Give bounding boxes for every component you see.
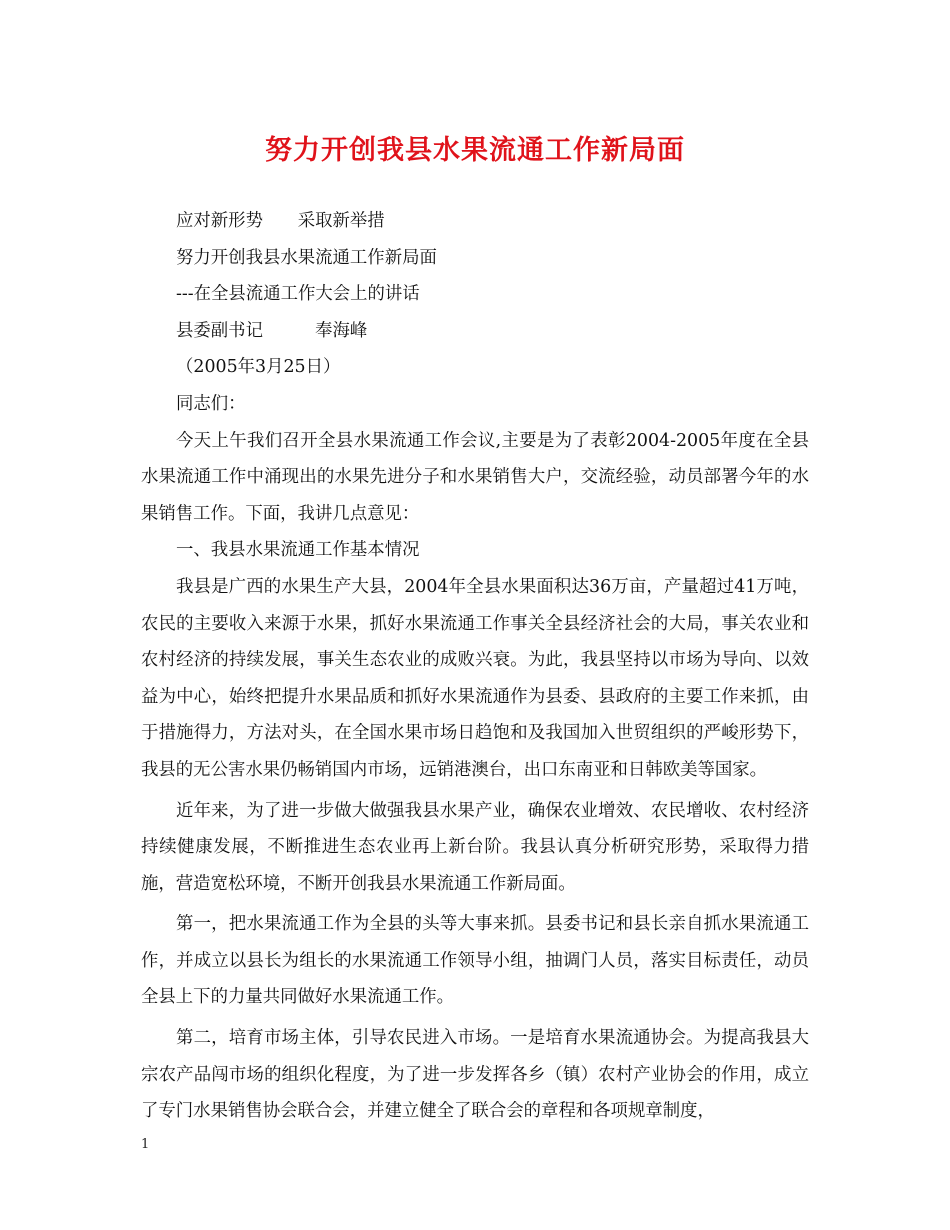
body-paragraph: 第二，培育市场主体，引导农民进入市场。一是培育水果流通协会。为提高我县大宗农产品闯市场的组织化程度，为了进一步发挥各乡（镇）农村产业协会的作用，成立了专门水果销售协会联合会，并建立健全了联合会的章程和各项规章制度， — [141, 1028, 809, 1122]
document-title: 努力开创我县水果流通工作新局面 — [265, 135, 685, 166]
salutation: 同志们： — [176, 393, 246, 414]
body-paragraph: 今天上午我们召开全县水果流通工作会议,主要是为了表彰2004-2005年度在全县水果流通工作中涌现出的水果先进分子和水果销售大户，交流经验，动员部署今年的水果销售工作。下面，我讲几点意见： — [141, 430, 809, 524]
subtitle-line-1: 应对新形势 采取新举措 — [176, 211, 385, 231]
speech-context-line: ---在全县流通工作大会上的讲话 — [176, 284, 420, 305]
section-heading: 一、我县水果流通工作基本情况 — [176, 540, 420, 561]
body-paragraph: 第一，把水果流通工作为全县的头等大事来抓。县委书记和县长亲自抓水果流通工作，并成立以县长为组长的水果流通工作领导小组，抽调门人员，落实目标责任，动员全县上下的力量共同做好水果流通工作。 — [141, 914, 809, 1008]
page-number: 1 — [141, 1137, 150, 1152]
date-line: （2005年3月25日） — [176, 357, 341, 378]
body-paragraph: 我县是广西的水果生产大县，2004年全县水果面积达36万亩，产量超过41万吨，农民的主要收入来源于水果，抓好水果流通工作事关全县经济社会的大局，事关农业和农村经济的持续发展，事关生态农业的成败兴衰。为此，我县坚持以市场为导向、以效益为中心，始终把提升水果品质和抓好水果流通作为县委、县政府的主要工作来抓，由于措施得力，方法对头，在全国水果市场日趋饱和及我国加入世贸组织的严峻形势下，我县的无公害水果仍畅销国内市场，远销港澳台，出口东南亚和日韩欧美等国家。 — [141, 576, 809, 780]
subtitle-line-2: 努力开创我县水果流通工作新局面 — [176, 247, 437, 268]
speaker-line: 县委副书记 奉海峰 — [176, 320, 368, 341]
body-paragraph: 近年来，为了进一步做大做强我县水果产业，确保农业增效、农民增收、农村经济持续健康发展，不断推进生态农业再上新台阶。我县认真分析研究形势，采取得力措施，营造宽松环境，不断开创我县水果流通工作新局面。 — [141, 800, 809, 894]
document-body — [141, 203, 809, 1130]
